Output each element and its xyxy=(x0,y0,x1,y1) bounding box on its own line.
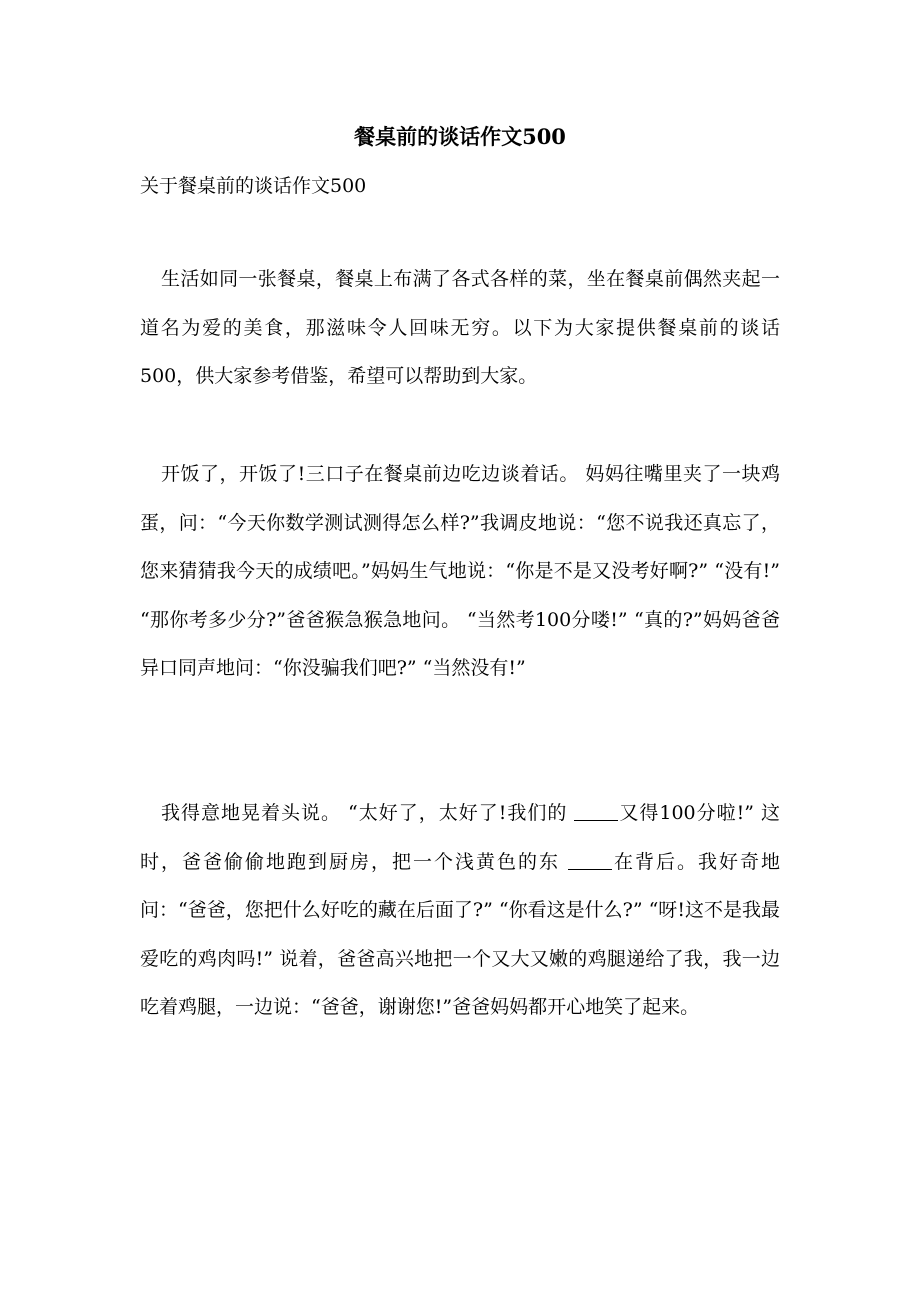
paragraph-intro: 生活如同一张餐桌，餐桌上布满了各式各样的菜，坐在餐桌前偶然夹起一道名为爱的美食，那滋味令人回味无穷。以下为大家提供餐桌前的谈话500，供大家参考借鉴，希望可以帮助到大家。 xyxy=(140,268,780,387)
paragraph-chicken-leg xyxy=(140,789,780,1032)
paragraph-chicken-leg-part1: 我得意地晃着头说。 “太好了，太好了!我们的 xyxy=(161,802,575,824)
document-subtitle: 关于餐桌前的谈话作文500 xyxy=(140,175,367,197)
paragraph-dinner-conversation: 开饭了，开饭了!三口子在餐桌前边吃边谈着话。 妈妈往嘴里夹了一块鸡蛋，问：“今天你数学测试测得怎么样?”我调皮地说：“您不说我还真忘了，您来猜猜我今天的成绩吧。”妈妈生气地说：“你是不是又没考好啊?” “没有!” “那你考多少分?”爸爸猴急猴急地问。 “当然考100分喽!” “真的?”妈妈爸爸异口同声地问：“你没骗我们吧?” “当然没有!” xyxy=(140,463,780,679)
paragraph-chicken-leg-part3: 在背后。我好奇地问：“爸爸，您把什么好吃的藏在后面了?” “你看这是什么?” “呀!这不是我最爱吃的鸡肉吗!” 说着，爸爸高兴地把一个又大又嫩的鸡腿递给了我，我一边吃着鸡腿，一边说：“爸爸，谢谢您!”爸爸妈妈都开心地笑了起来。 xyxy=(140,850,780,1018)
blank-line xyxy=(574,801,618,821)
document-title: 餐桌前的谈话作文500 xyxy=(354,124,566,149)
paragraph-chicken-leg-part2: 又得100分啦!” 这时，爸爸偷偷地跑到厨房，把一个浅黄色的东 xyxy=(140,802,780,873)
blank-line xyxy=(568,850,612,870)
